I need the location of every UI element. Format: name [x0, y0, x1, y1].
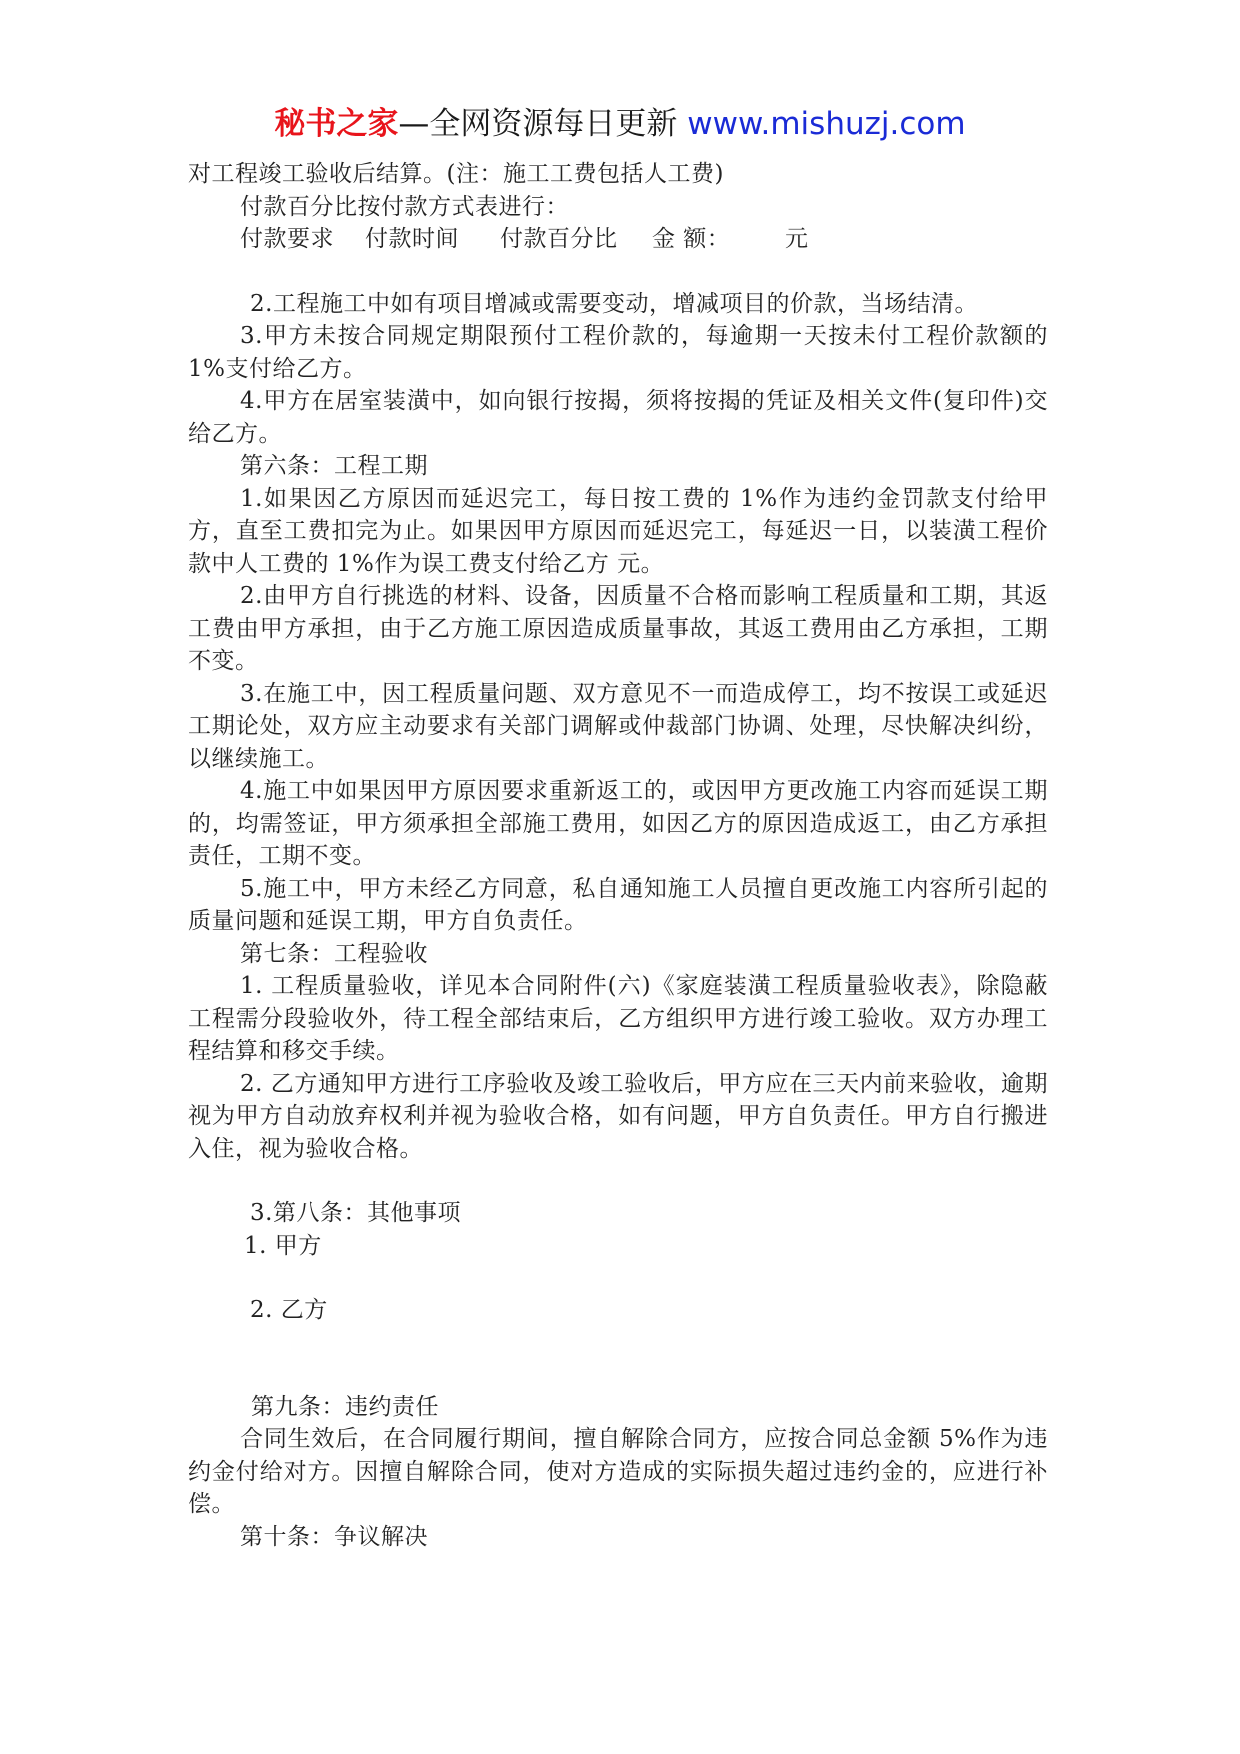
brand-name: 秘书之家: [274, 106, 399, 142]
paragraph-item-3: 3.甲方未按合同规定期限预付工程价款的，每逾期一天按未付工程价款额的 1%支付给乙方。: [188, 323, 1048, 382]
paragraph-payment-method: 付款百分比按付款方式表进行：: [240, 193, 569, 220]
article-7-heading: 第七条：工程验收: [240, 940, 428, 967]
article-6-clause-4: 4.施工中如果因甲方原因要求重新返工的，或因甲方更改施工内容而延误工期的，均需签证，甲方须承担全部施工费用，如因乙方的原因造成返工，由乙方承担责任，工期不变。: [188, 778, 1048, 869]
article-10-heading: 第十条：争议解决: [240, 1523, 428, 1550]
spacer: [188, 1262, 1048, 1294]
article-8-item-party-a: 1. 甲方: [244, 1232, 322, 1259]
payment-col-percentage: 付款百分比: [500, 226, 618, 252]
article-7-clause-1: 1. 工程质量验收，详见本合同附件(六)《家庭装潢工程质量验收表》，除隐蔽工程需分段验收外，待工程全部结束后，乙方组织甲方进行竣工验收。双方办理工程结算和移交手续。: [188, 973, 1048, 1064]
site-header-banner: [0, 104, 1240, 144]
payment-col-requirement: 付款要求: [240, 226, 334, 252]
article-6-clause-3: 3.在施工中，因工程质量问题、双方意见不一而造成停工，均不按误工或延迟工期论处，双方应主动要求有关部门调解或仲裁部门协调、处理，尽快解决纠纷，以继续施工。: [188, 680, 1048, 772]
spacer: [188, 256, 1048, 288]
article-6-clause-5: 5.施工中，甲方未经乙方同意，私自通知施工人员擅自更改施工内容所引起的质量问题和延误工期，甲方自负责任。: [188, 875, 1048, 934]
payment-col-amount: 金 额：: [652, 226, 731, 252]
document-body: [188, 158, 1048, 1553]
article-8-item-party-b: 2. 乙方: [250, 1297, 328, 1323]
spacer: [188, 1165, 1048, 1197]
header-url-link[interactable]: www.mishuzj.com: [687, 106, 966, 142]
payment-col-time: 付款时间: [365, 226, 459, 252]
article-7-clause-2: 2. 乙方通知甲方进行工序验收及竣工验收后，甲方应在三天内前来验收，逾期视为甲方自动放弃权利并视为验收合格，如有问题，甲方自负责任。甲方自行搬进入住，视为验收合格。: [188, 1070, 1048, 1162]
paragraph-item-4: 4.甲方在居室装潢中，如向银行按揭，须将按揭的凭证及相关文件(复印件)交给乙方。: [188, 388, 1048, 447]
article-6-heading: 第六条：工程工期: [240, 453, 428, 479]
article-8-heading: 3.第八条：其他事项: [250, 1200, 461, 1226]
article-6-clause-2: 2.由甲方自行挑选的材料、设备，因质量不合格而影响工程质量和工期，其返工费由甲方承担，由于乙方施工原因造成质量事故，其返工费用由乙方承担，工期不变。: [188, 583, 1048, 674]
article-9-heading: 第九条：违约责任: [251, 1393, 439, 1420]
spacer: [188, 1327, 1048, 1391]
payment-table-header: [188, 223, 1048, 256]
paragraph-settlement-note: 对工程竣工验收后结算。(注：施工工费包括人工费): [188, 161, 724, 187]
payment-col-currency: 元: [785, 226, 809, 252]
paragraph-item-2: 2.工程施工中如有项目增减或需要变动，增减项目的价款，当场结清。: [250, 290, 978, 317]
article-6-clause-1: 1.如果因乙方原因而延迟完工，每日按工费的 1%作为违约金罚款支付给甲方，直至工费扣完为止。如果因甲方原因而延迟完工，每延迟一日，以装潢工程价款中人工费的 1%作为误工费支付给乙方 元。: [188, 485, 1048, 577]
header-slogan: —全网资源每日更新: [398, 106, 678, 142]
article-9-text: 合同生效后，在合同履行期间，擅自解除合同方，应按合同总金额 5%作为违约金付给对方。因擅自解除合同，使对方造成的实际损失超过违约金的，应进行补偿。: [188, 1426, 1048, 1517]
